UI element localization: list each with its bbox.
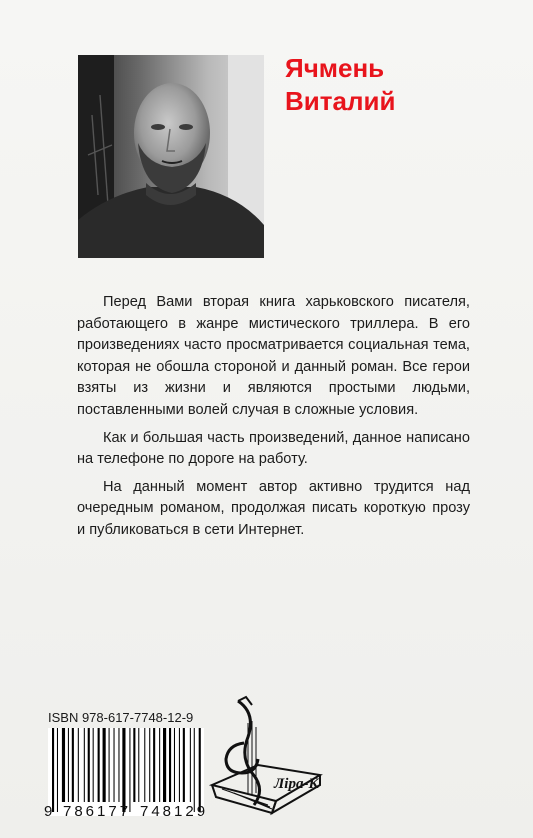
barcode-bar — [194, 728, 195, 812]
barcode-bar — [153, 728, 155, 802]
barcode-bar — [88, 728, 90, 802]
author-second-line: Виталий — [285, 86, 396, 116]
barcode-bar — [159, 728, 160, 802]
barcode-bar — [62, 728, 65, 802]
barcode-bar — [122, 728, 125, 812]
barcode-bar — [98, 728, 100, 802]
barcode-bar — [144, 728, 145, 802]
barcode-bar — [84, 728, 85, 802]
barcode-bar — [133, 728, 135, 802]
barcode-bar — [118, 728, 119, 802]
barcode-bar — [199, 728, 201, 812]
barcode-bar — [169, 728, 171, 802]
publisher-name: Ліра-К — [274, 776, 319, 792]
barcode-bar — [72, 728, 74, 802]
barcode-bar — [78, 728, 79, 802]
book-blurb — [77, 292, 470, 548]
barcode-bar — [52, 728, 54, 812]
barcode-bar — [138, 728, 139, 802]
isbn-label: ISBN 978-617-7748-12-9 — [48, 710, 194, 725]
author-first-line: Ячмень — [285, 53, 385, 83]
barcode-bar — [109, 728, 110, 802]
blurb-paragraph-1: Перед Вами вторая книга харьковского писателя, работающего в жанре мистического триллера. В его произведениях часто просматривается социальная тема, которая не обошла стороной и данный роман. Все герои взяты из жизни и являются простыми людьми, поставленными волей случая в сложные условия. — [77, 294, 470, 418]
barcode-bar — [114, 728, 115, 802]
barcode-bar — [93, 728, 94, 802]
barcode-bar — [149, 728, 150, 802]
barcode-bar — [57, 728, 58, 812]
author-portrait-icon — [78, 55, 264, 258]
blurb-paragraph-2: Как и большая часть произведений, данное написано на телефоне по дороге на работу. — [77, 429, 470, 468]
barcode-bar — [190, 728, 191, 802]
author-photo — [78, 55, 264, 258]
barcode-bar — [183, 728, 185, 802]
barcode-bar — [174, 728, 175, 802]
barcode-digits-left: 786177 — [63, 803, 132, 820]
blurb-paragraph-3: На данный момент автор активно трудится над очередным романом, продолжая писать короткую прозу и публиковаться в сети Интернет. — [77, 478, 470, 538]
lyre-book-logo-icon — [208, 693, 326, 821]
barcode-bar — [68, 728, 69, 802]
author-name — [285, 52, 485, 118]
barcode-bar — [129, 728, 130, 812]
barcode-bar — [103, 728, 106, 802]
barcode-bar — [179, 728, 180, 802]
publisher-logo — [208, 693, 326, 821]
barcode-digit-first: 9 — [44, 803, 53, 820]
barcode-bar — [163, 728, 166, 802]
barcode-digits-right: 748129 — [140, 803, 209, 820]
